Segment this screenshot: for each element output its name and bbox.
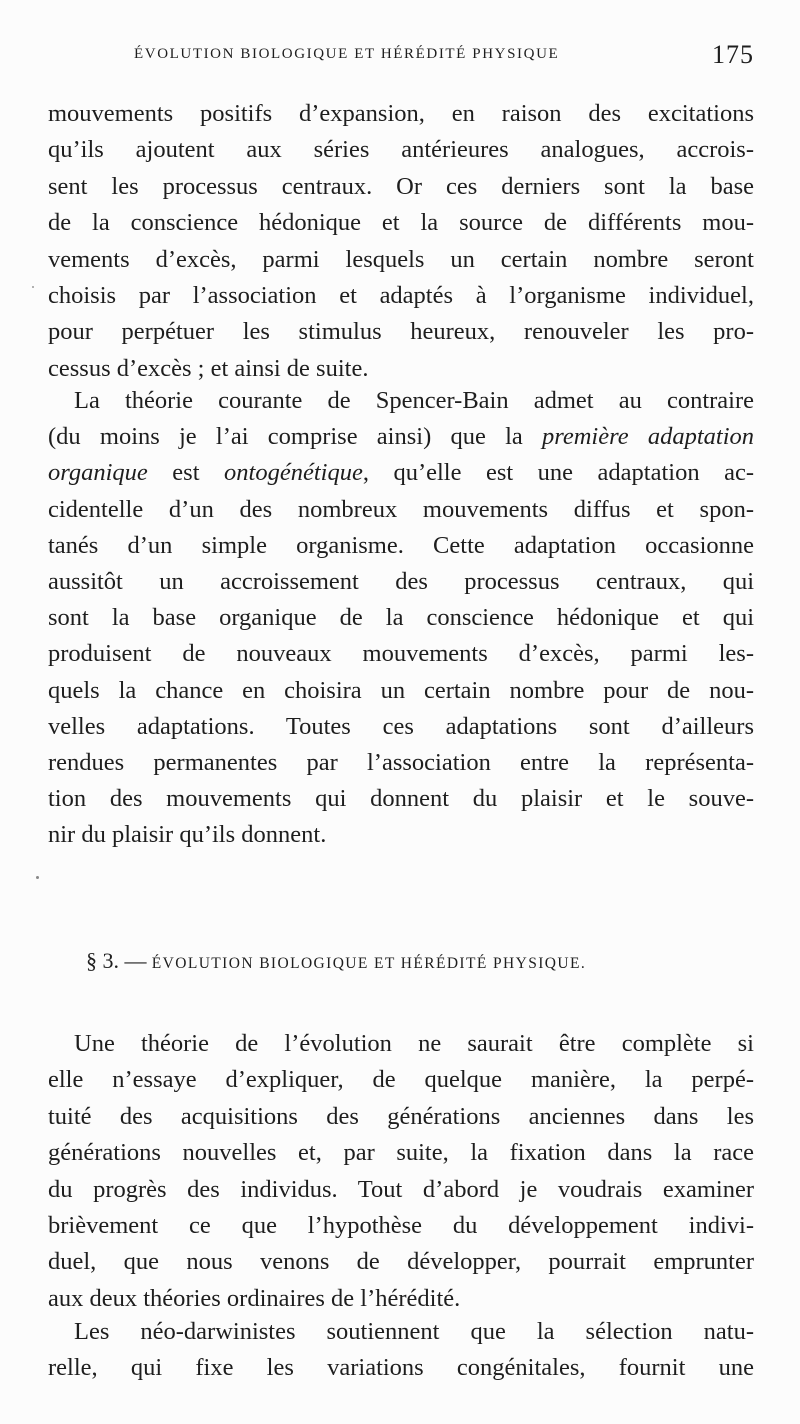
text-line <box>48 419 754 455</box>
text-line: brièvement ce que l’hypothèse du développement indivi- <box>48 1211 754 1239</box>
text-line: qu’ils ajoutent aux séries antérieures analogues, accrois- <box>48 136 754 164</box>
text-line: aux deux théories ordinaires de l’hérédité. <box>48 1284 461 1312</box>
text-line: Une théorie de l’évolution ne saurait être complète si <box>74 1030 754 1057</box>
text-line: cessus d’excès ; et ainsi de suite. <box>48 354 369 382</box>
text-line <box>48 455 754 491</box>
text-line: sont la base organique de la conscience hédonique et qui <box>48 604 754 632</box>
text-line: choisis par l’association et adaptés à l’organisme individuel, <box>48 281 754 309</box>
text-line: pour perpétuer les stimulus heureux, renouveler les pro- <box>48 318 754 346</box>
paragraph-evolution-theory <box>48 1026 754 1317</box>
text-line: duel, que nous venons de développer, pourrait emprunter <box>48 1248 754 1276</box>
text-line: relle, qui fixe les variations congénitales, fournit une <box>48 1354 754 1382</box>
running-head-title: ÉVOLUTION BIOLOGIQUE ET HÉRÉDITÉ PHYSIQUE <box>134 46 560 62</box>
paragraph-spencer-bain <box>48 383 754 853</box>
text-line: elle n’essaye d’expliquer, de quelque manière, la perpé- <box>48 1066 754 1094</box>
section-title: ÉVOLUTION BIOLOGIQUE ET HÉRÉDITÉ PHYSIQUE. <box>151 955 587 972</box>
text-line: du progrès des individus. Tout d’abord je voudrais examiner <box>48 1175 754 1203</box>
text-line: velles adaptations. Toutes ces adaptations sont d’ailleurs <box>48 712 754 740</box>
page-number: 175 <box>712 40 754 69</box>
text-line: Les néo-darwinistes soutiennent que la sélection natu- <box>74 1318 754 1345</box>
text-line: de la conscience hédonique et la source de différents mou- <box>48 209 754 237</box>
paragraph-continued <box>48 96 754 387</box>
text-run: est <box>147 459 225 487</box>
text-line: rendues permanentes par l’association entre la représenta- <box>48 748 754 776</box>
text-line: nir du plaisir qu’ils donnent. <box>48 821 327 849</box>
text-line: produisent de nouveaux mouvements d’excès, parmi les- <box>48 640 754 668</box>
margin-speck <box>36 876 39 879</box>
text-line: vements d’excès, parmi lesquels un certain nombre seront <box>48 245 754 273</box>
text-line: quels la chance en choisira un certain nombre pour de nou- <box>48 676 754 704</box>
text-line: sent les processus centraux. Or ces derniers sont la base <box>48 172 754 200</box>
margin-speck <box>32 286 34 288</box>
text-line: aussitôt un accroissement des processus centraux, qui <box>48 567 754 595</box>
text-line: mouvements positifs d’expansion, en raison des excitations <box>48 100 754 127</box>
text-line: tanés d’un simple organisme. Cette adaptation occasionne <box>48 531 754 559</box>
italic-phrase: première adaptation <box>541 423 754 451</box>
text-line: tion des mouvements qui donnent du plaisir et le souve- <box>48 785 754 813</box>
running-head <box>48 40 754 76</box>
text-run: , qu’elle est une adaptation ac- <box>362 459 754 487</box>
text-line: cidentelle d’un des nombreux mouvements diffus et spon- <box>48 495 754 523</box>
italic-phrase: ontogénétique <box>224 459 363 487</box>
text-line: La théorie courante de Spencer-Bain admet au contraire <box>74 387 754 414</box>
text-line: tuité des acquisitions des générations anciennes dans les <box>48 1102 754 1130</box>
paragraph-neo-darwinists <box>48 1314 754 1387</box>
text-line: générations nouvelles et, par suite, la fixation dans la race <box>48 1139 754 1167</box>
section-number: § 3. — <box>86 948 147 973</box>
italic-phrase: organique <box>48 459 148 487</box>
text-run: (du moins je l’ai comprise ainsi) que la <box>48 423 523 451</box>
section-heading <box>86 948 586 974</box>
